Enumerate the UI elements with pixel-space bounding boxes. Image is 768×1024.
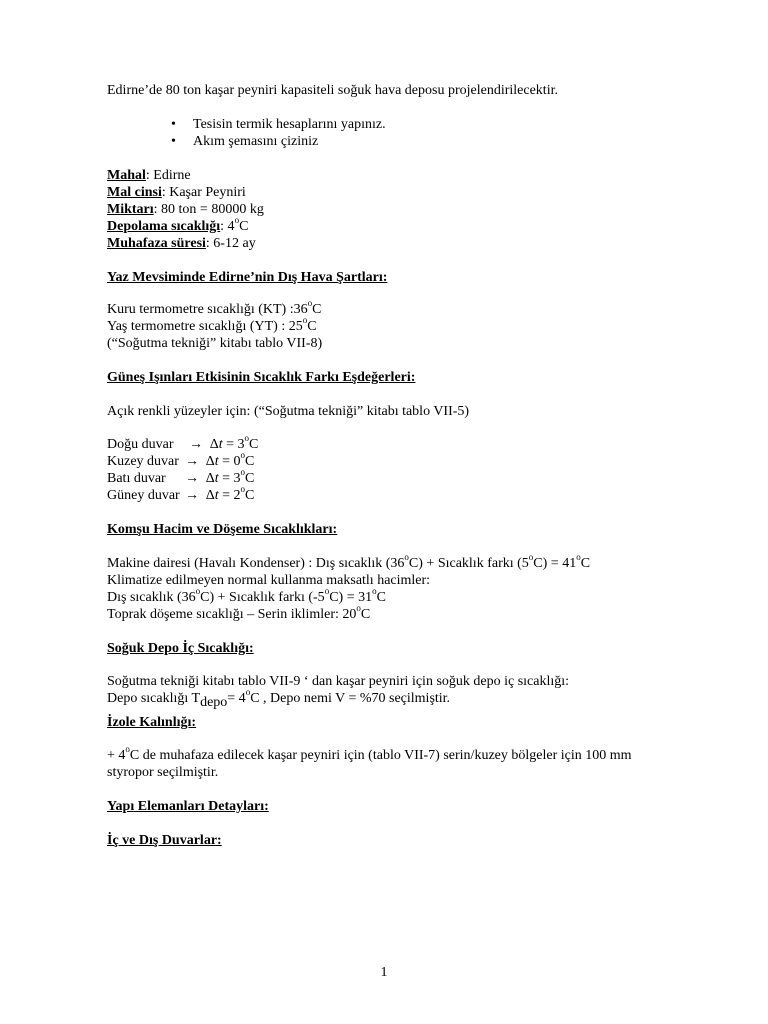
neighbor-line: Dış sıcaklık $(36^oC)$ + Sıcaklık farkı $(-5^oC) = 31^oC$ bbox=[107, 586, 386, 605]
insulation-heading: İzole Kalınlığı: bbox=[107, 715, 197, 730]
info-mal-cinsi bbox=[107, 184, 246, 201]
walls-subheading: İç ve Dış Duvarlar: bbox=[107, 833, 222, 848]
wall-row: Batı duvar → $\Delta t = 3^oC$ bbox=[107, 467, 255, 486]
bullet-icon: • bbox=[171, 117, 176, 132]
info-value: : 6-12 ay bbox=[205, 236, 256, 251]
inner-heading: Soğuk Depo İç Sıcaklığı: bbox=[107, 641, 254, 656]
insulation-line: styropor seçilmiştir. bbox=[107, 765, 219, 780]
info-value: : 80 ton = 80000 kg bbox=[153, 202, 264, 217]
info-label: Mahal bbox=[107, 168, 146, 183]
summer-kt: Kuru termometre sıcaklığı (KT) :36$^o$C bbox=[107, 298, 322, 317]
arrow-icon: → bbox=[185, 454, 199, 469]
neighbor-line: Toprak döşeme sıcaklığı – Serin iklimler: 20$^o$C bbox=[107, 603, 371, 622]
arrow-icon: → bbox=[185, 471, 199, 486]
solar-intro: Açık renkli yüzeyler için: (“Soğutma tekniği” kitabı tablo VII-5) bbox=[107, 404, 470, 419]
arrow-icon: → bbox=[185, 488, 199, 503]
summer-heading: Yaz Mevsiminde Edirne’nin Dış Hava Şartları: bbox=[107, 270, 388, 285]
info-value: : Edirne bbox=[145, 168, 191, 183]
info-label: Depolama sıcaklığı bbox=[107, 219, 221, 234]
inner-line: Soğutma tekniği kitabı tablo VII-9 ‘ dan kaşar peyniri için soğuk depo iç sıcaklığı: bbox=[107, 674, 570, 689]
structure-heading: Yapı Elemanları Detayları: bbox=[107, 799, 269, 814]
summer-ref: (“Soğutma tekniği” kitabı tablo VII-8) bbox=[107, 336, 323, 351]
info-miktar bbox=[107, 201, 264, 218]
insulation-line: + $4^oC$ de muhafaza edilecek kaşar peyniri için (tablo VII-7) serin/kuzey bölgeler için 100 mm bbox=[107, 744, 632, 763]
neighbor-line: Klimatize edilmeyen normal kullanma maksatlı hacimler: bbox=[107, 573, 431, 588]
info-value: : 4 bbox=[220, 219, 235, 234]
wall-row: Kuzey duvar → $\Delta t = 0^oC$ bbox=[107, 450, 255, 469]
task-item: Akım şemasını çiziniz bbox=[193, 134, 319, 149]
arrow-icon: → bbox=[189, 437, 203, 452]
info-depolama: Depolama sıcaklığı: 4$^o$C bbox=[107, 215, 249, 234]
inner-line: Depo sıcaklığı $T_{depo}= 4^oC$ , Depo nemi V = %70 seçilmiştir. bbox=[107, 687, 451, 710]
summer-yt: Yaş termometre sıcaklığı (YT) : 25$^o$C bbox=[107, 315, 317, 334]
info-value: : Kaşar Peyniri bbox=[161, 185, 246, 200]
page-number: 1 bbox=[380, 965, 388, 980]
info-mahal bbox=[107, 167, 191, 184]
wall-row: Güney duvar → $\Delta t = 2^oC$ bbox=[107, 484, 255, 503]
info-muhafaza bbox=[107, 235, 256, 252]
neighbor-line: Makine dairesi (Havalı Kondenser) : Dış sıcaklık $(36^oC)$ + Sıcaklık farkı $(5^oC) = 41^oC$ bbox=[107, 552, 591, 571]
bullet-icon: • bbox=[171, 134, 176, 149]
info-label: Miktarı bbox=[107, 202, 154, 217]
wall-row: Doğu duvar → $\Delta t = 3^oC$ bbox=[107, 433, 259, 452]
solar-heading: Güneş Işınları Etkisinin Sıcaklık Farkı Eşdeğerleri: bbox=[107, 370, 416, 385]
info-label: Mal cinsi bbox=[107, 185, 162, 200]
info-label: Muhafaza süresi bbox=[107, 236, 206, 251]
intro-text: Edirne’de 80 ton kaşar peyniri kapasiteli soğuk hava deposu projelendirilecektir. bbox=[107, 83, 558, 98]
task-item: Tesisin termik hesaplarını yapınız. bbox=[193, 117, 386, 132]
neighbor-heading: Komşu Hacim ve Döşeme Sıcaklıkları: bbox=[107, 522, 338, 537]
